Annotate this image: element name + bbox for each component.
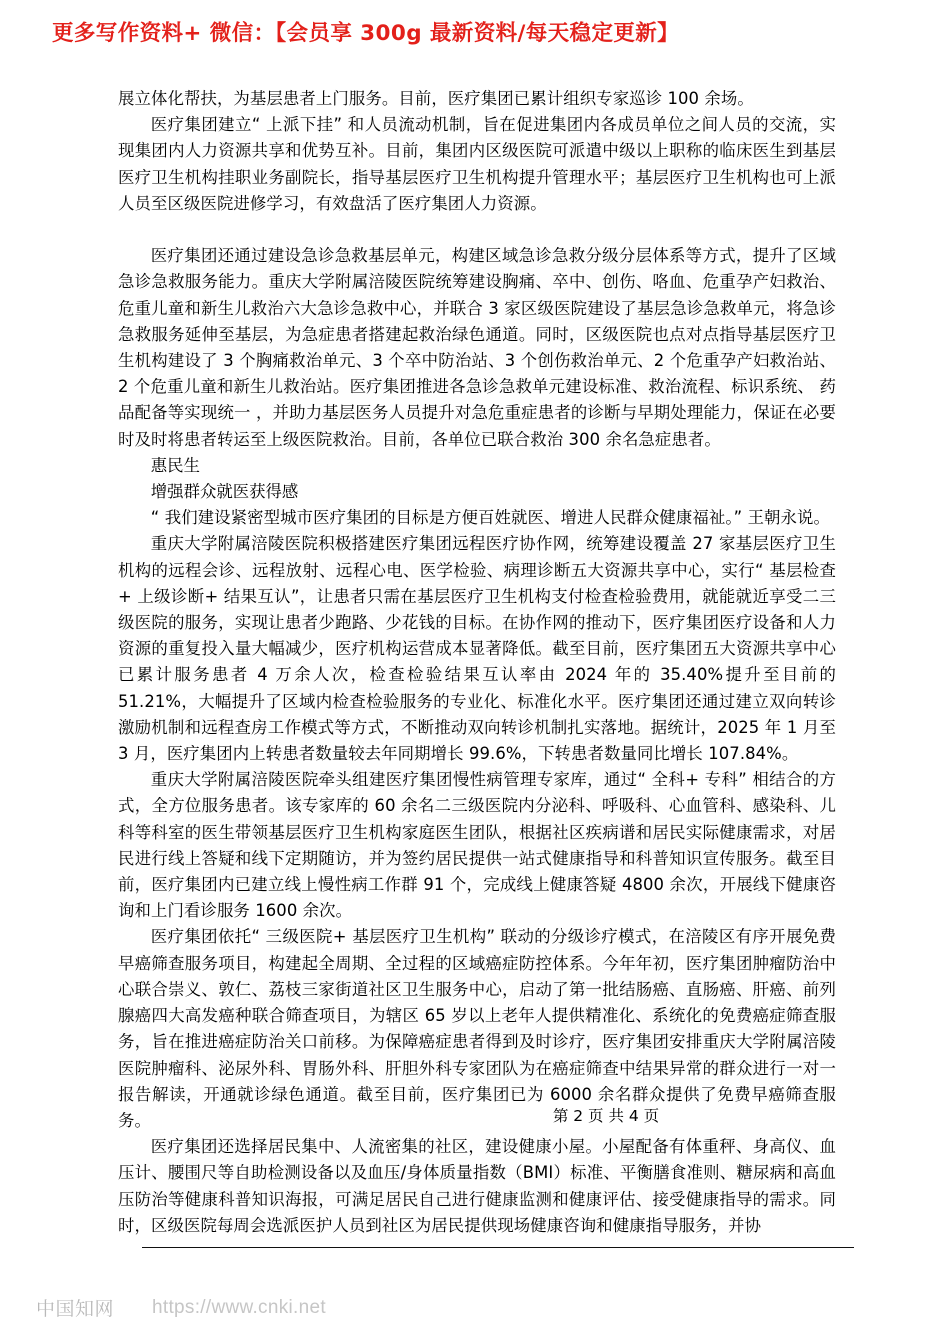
cnki-logo-text: 中国知网 (36, 1298, 115, 1320)
cnki-watermark (36, 1294, 326, 1321)
body-paragraph: “ 我们建设紧密型城市医疗集团的目标是方便百姓就医、增进人民群众健康福祉。” 王朝永说。 (150, 508, 831, 528)
paragraph-spacer (118, 217, 836, 243)
document-body (118, 86, 836, 1239)
body-paragraph: 医疗集团依托“ 三级医院+ 基层医疗卫生机构” 联动的分级诊疗模式，在涪陵区有序开展免费早癌筛查服务项目，构建起全周期、全过程的区域癌症防控体系。今年年初，医疗集团肿瘤防治中心联合崇义、敦仁、荔枝三家街道社区卫生服务中心，启动了第一批结肠癌、直肠癌、肝癌、前列腺癌四大高发癌种联合筛查项目，为辖区 65 岁以上老年人提供精准化、系统化的免费癌症筛查服务，旨在推进癌症防治关口前移。为保障癌症患者得到及时诊疗，医疗集团安排重庆大学附属涪陵医院肿瘤科、泌尿外科、胃肠外科、肝胆外科专家团队为在癌症筛查中结果异常的群众进行一对一报告解读，开通就诊绿色通道。截至目前，医疗集团已为 6000 余名群众提供了免费早癌筛查服务。 (118, 927, 836, 1130)
body-paragraph: 重庆大学附属涪陵医院积极搭建医疗集团远程医疗协作网，统筹建设覆盖 27 家基层医疗卫生机构的远程会诊、远程放射、远程心电、医学检验、病理诊断五大资源共享中心，实行“ 基层检查+ 上级诊断+ 结果互认”，让患者只需在基层医疗卫生机构支付检查检验费用，就能就近享受二三级医院的服务，实现让患者少跑路、少花钱的目标。在协作网的推动下，医疗集团医疗设备和人力资源的重复投入量大幅减少，医疗机构运营成本显著降低。截至目前，医疗集团五大资源共享中心已累计服务患者 4 万余人次，检查检验结果互认率由 2024 年的 35.40%提升至目前的 51.21%，大幅提升了区域内检查检验服务的专业化、标准化水平。医疗集团还通过建立双向转诊激励机制和远程查房工作模式等方式，不断推动双向转诊机制扎实落地。据统计，2025 年 1 月至 3 月，医疗集团内上转患者数量较去年同期增长 99.6%，下转患者数量同比增长 107.84%。 (118, 534, 836, 764)
page-number-footer (0, 1104, 950, 1126)
section-heading: 增强群众就医获得感 (150, 482, 299, 502)
promo-banner (52, 14, 898, 48)
page-number-text: 第 2 页 共 4 页 (552, 1107, 660, 1125)
body-paragraph: 医疗集团建立“ 上派下挂” 和人员流动机制，旨在促进集团内各成员单位之间人员的交流，实现集团内人力资源共享和优势互补。目前，集团内区级医院可派遣中级以上职称的临床医生到基层医疗卫生机构挂职业务副院长，指导基层医疗卫生机构提升管理水平；基层医疗卫生机构也可上派人员至区级医院进修学习，有效盘活了医疗集团人力资源。 (118, 115, 836, 213)
section-heading: 惠民生 (150, 455, 200, 475)
footer-divider (142, 1247, 854, 1248)
body-paragraph: 医疗集团还通过建设急诊急救基层单元，构建区域急诊急救分级分层体系等方式，提升了区域急诊急救服务能力。重庆大学附属涪陵医院统筹建设胸痛、卒中、创伤、咯血、危重孕产妇救治、危重儿童和新生儿救治六大急诊急救中心，并联合 3 家区级医院建设了基层急诊急救单元，将急诊急救服务延伸至基层，为急症患者搭建起救治绿色通道。同时，区级医院也点对点指导基层医疗卫生机构建设了 3 个胸痛救治单元、3 个卒中防治站、3 个创伤救治单元、2 个危重孕产妇救治站、2 个危重儿童和新生儿救治站。医疗集团推进各急诊急救单元建设标准、救治流程、标识系统、 药品配备等实现统一 ，并助力基层医务人员提升对急危重症患者的诊断与早期处理能力，保证在必要时及时将患者转运至上级医院救治。目前，各单位已联合救治 300 余名急症患者。 (118, 246, 836, 449)
promo-banner-text: 更多写作资料+ 微信：【会员享 300g 最新资料/每天稳定更新】 (52, 20, 680, 46)
body-paragraph: 重庆大学附属涪陵医院牵头组建医疗集团慢性病管理专家库，通过“ 全科+ 专科” 相结合的方式，全方位服务患者。该专家库的 60 余名二三级医院内分泌科、呼吸科、心血管科、感染科、儿科等科室的医生带领基层医疗卫生机构家庭医生团队，根据社区疾病谱和居民实际健康需求，对居民进行线上答疑和线下定期随访，并为签约居民提供一站式健康指导和科普知识宣传服务。截至目前，医疗集团内已建立线上慢性病工作群 91 个，完成线上健康答疑 4800 余次，开展线下健康咨询和上门看诊服务 1600 余次。 (118, 770, 836, 921)
body-paragraph: 医疗集团还选择居民集中、人流密集的社区，建设健康小屋。小屋配备有体重秤、身高仪、血压计、腰围尺等自助检测设备以及血压/身体质量指数（BMI）标准、平衡膳食准则、糖尿病和高血压防治等健康科普知识海报，可满足居民自己进行健康监测和健康评估、接受健康指导的需求。同时，区级医院每周会选派医护人员到社区为居民提供现场健康咨询和健康指导服务，并协 (118, 1137, 836, 1235)
cnki-url-text: https://www.cnki.net (152, 1296, 326, 1318)
body-paragraph: 展立体化帮扶，为基层患者上门服务。目前，医疗集团已累计组织专家巡诊 100 余场。 (118, 89, 754, 108)
